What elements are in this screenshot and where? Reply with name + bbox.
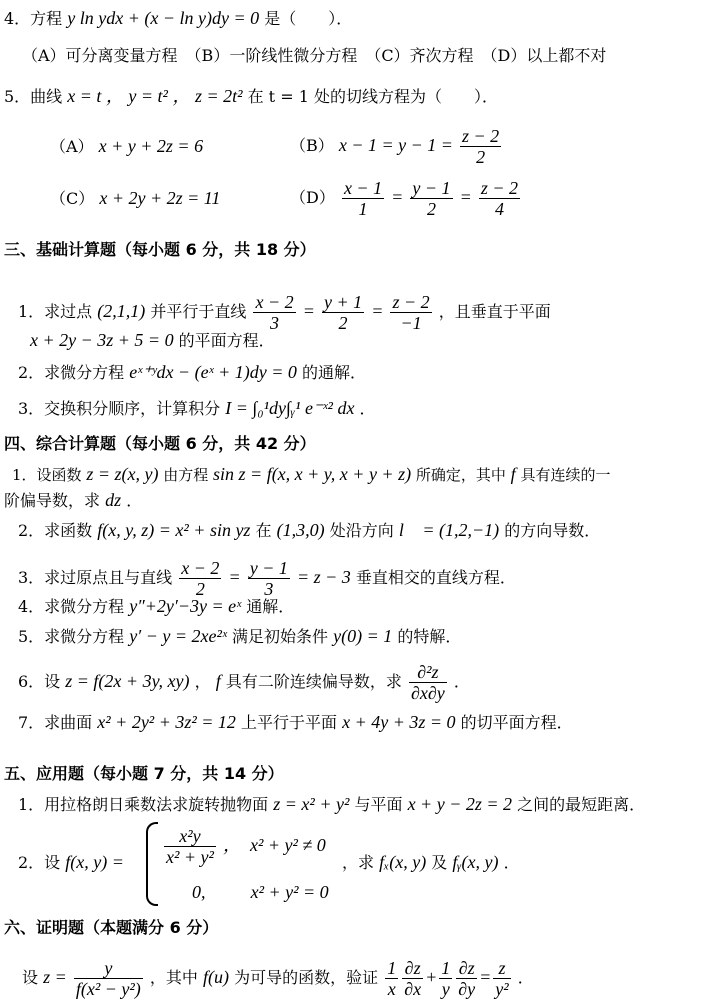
sec4-q5-math1: y′ − y = 2xe²ˣ bbox=[129, 626, 227, 646]
sec3-q1-eq2: = bbox=[371, 301, 384, 321]
sec6-n2: 1 bbox=[441, 958, 451, 978]
section3-title: 三、基础计算题（每小题 6 分，共 18 分） bbox=[4, 240, 316, 259]
sec4-q4-end: 通解． bbox=[246, 597, 295, 616]
section4-title: 四、综合计算题（每小题 6 分，共 42 分） bbox=[4, 434, 316, 453]
sec5-q2-cond1: ， x² + y² ≠ 0 bbox=[223, 835, 326, 855]
sec3-q1-plane: x + 2y − 3z + 5 = 0 bbox=[30, 330, 174, 350]
sec5-q2-a: 2．设 bbox=[18, 853, 61, 872]
sec4-q1-b: 由方程 bbox=[163, 466, 209, 484]
q5-d-n3: z − 2 bbox=[480, 178, 519, 198]
sec5-q1-end: 之间的最短距离． bbox=[517, 795, 646, 814]
sec4-q1-line2-text: 阶偏导数，求 bbox=[4, 491, 101, 510]
sec4-q3-n2: y − 1 bbox=[249, 558, 288, 578]
sec6-p2n: ∂z bbox=[456, 958, 477, 979]
q5-d-label: （D） bbox=[290, 188, 335, 207]
sec4-q4 bbox=[18, 596, 294, 617]
sec6-n1: 1 bbox=[387, 958, 397, 978]
sec4-q4-a: 4．求微分方程 bbox=[18, 597, 125, 616]
sec4-q2-a: 2．求函数 bbox=[18, 521, 93, 540]
sec4-q2-end: 的方向导数． bbox=[504, 521, 601, 540]
q5-b-num: z − 2 bbox=[462, 126, 500, 146]
q4-stem bbox=[4, 8, 352, 29]
sec4-q2-b: 在 bbox=[255, 521, 272, 540]
q5-b-label: （B） bbox=[290, 136, 334, 155]
sec6-frac-dzdx bbox=[402, 958, 423, 999]
sec3-q1-eq1: = bbox=[302, 301, 315, 321]
sec5-q2-c: 及 bbox=[431, 853, 448, 872]
sec6-end: ． bbox=[517, 968, 534, 987]
sec5-q2-num: x²y bbox=[164, 826, 216, 847]
sec3-q1-a: 1．求过点 bbox=[18, 302, 93, 321]
sec4-q1-a: 1．设函数 bbox=[12, 466, 82, 484]
sec5-q2-case1 bbox=[162, 826, 326, 867]
sec3-q1-line2 bbox=[30, 330, 275, 351]
sec3-q1-d3: −1 bbox=[400, 313, 422, 333]
sec3-q1-d2: 2 bbox=[338, 313, 348, 333]
q5-a-label: （A） bbox=[50, 137, 94, 156]
sec4-q5-end: 的特解． bbox=[397, 627, 462, 646]
sec6-fu: f(u) bbox=[202, 967, 229, 987]
q5-d-n1: x − 1 bbox=[343, 178, 383, 198]
q5-d-eq1: = bbox=[391, 187, 404, 207]
sec6-frac-1x bbox=[385, 958, 398, 999]
sec6-p1d: ∂x bbox=[404, 979, 422, 999]
sec4-q3-d2: 3 bbox=[264, 579, 274, 599]
sec4-q3-eq: = bbox=[228, 567, 241, 587]
q4-equation: y ln ydx + (x − ln y)dy = 0 bbox=[67, 8, 260, 28]
sec4-q6-end: ． bbox=[453, 672, 470, 691]
sec4-q3-end: 垂直相交的直线方程． bbox=[355, 568, 516, 587]
sec4-q2-c: 处沿方向 bbox=[329, 521, 394, 540]
q4-stem-end: 是（ ）． bbox=[264, 9, 353, 28]
section5-title: 五、应用题（每小题 7 分，共 14 分） bbox=[4, 764, 284, 783]
q5-b-fraction bbox=[460, 126, 501, 167]
sec3-q1-frac1 bbox=[253, 292, 295, 333]
sec6-d1: x bbox=[387, 979, 396, 999]
sec4-q3-a: 3．求过原点且与直线 bbox=[18, 568, 173, 587]
q4-number: 4．方程 bbox=[4, 9, 63, 28]
q5-d-frac1 bbox=[342, 178, 384, 219]
q5-d-d3: 4 bbox=[494, 199, 504, 219]
q4-options: （A）可分离变量方程 （B）一阶线性微分方程 （C）齐次方程 （D）以上都不对 bbox=[22, 46, 607, 65]
sec5-q1-a: 1．用拉格朗日乘数法求旋转抛物面 bbox=[18, 795, 269, 814]
sec3-q2-a: 2．求微分方程 bbox=[18, 363, 125, 382]
sec4-q2 bbox=[18, 520, 600, 541]
sec6-c: 为可导的函数，验证 bbox=[234, 968, 379, 987]
sec3-q1 bbox=[18, 292, 551, 333]
q5-option-d bbox=[290, 178, 522, 219]
sec5-q2-fy: fᵧ(x, y) bbox=[452, 852, 499, 872]
sec3-q2-end: 的通解． bbox=[302, 363, 367, 382]
sec5-q2-cond2: x² + y² = 0 bbox=[250, 882, 329, 902]
q5-option-c bbox=[50, 188, 220, 209]
sec4-q6-math: z = f(2x + 3y, xy) bbox=[65, 671, 190, 691]
sec5-q1-math1: z = x² + y² bbox=[273, 794, 350, 814]
q5-d-d2: 2 bbox=[426, 199, 436, 219]
sec6-num: y bbox=[74, 958, 143, 979]
sec4-q1 bbox=[12, 464, 610, 485]
sec4-q6-a: 6．设 bbox=[18, 672, 61, 691]
sec4-q3-frac1 bbox=[179, 558, 221, 599]
sec6-rn: z bbox=[493, 958, 510, 979]
sec4-q4-math: y″+2y′−3y = eˣ bbox=[129, 596, 242, 616]
sec4-q7-math1: x² + 2y² + 3z² = 12 bbox=[97, 712, 236, 732]
sec6-a: 设 bbox=[22, 968, 39, 987]
sec4-q3-math: = z − 3 bbox=[297, 567, 351, 587]
sec4-q1-dz: dz bbox=[105, 490, 122, 510]
q5-b-math: x − 1 = y − 1 = bbox=[338, 135, 453, 155]
q5-d-frac2 bbox=[410, 178, 452, 219]
sec4-q7-b: 上平行于平面 bbox=[241, 713, 338, 732]
sec5-q1-math2: x + y − 2z = 2 bbox=[407, 794, 512, 814]
sec4-q7-math2: x + 4y + 3z = 0 bbox=[342, 712, 456, 732]
sec4-q1-f: f bbox=[510, 464, 516, 484]
sec5-q2-zero: 0, bbox=[192, 882, 206, 902]
q5-d-d1: 1 bbox=[358, 199, 368, 219]
q5-d-eq2: = bbox=[459, 187, 472, 207]
q5-option-a bbox=[50, 136, 203, 157]
sec3-q1-n2: y + 1 bbox=[323, 292, 363, 312]
sec4-q6-frac bbox=[409, 662, 447, 703]
sec4-q3-d1: 2 bbox=[195, 579, 205, 599]
sec3-q3-math: I = ∫₀¹dy∫ᵧ¹ e⁻ˣ² dx bbox=[225, 398, 355, 418]
sec3-q1-n3: z − 2 bbox=[392, 292, 430, 312]
sec4-q2-math1: f(x, y, z) = x² + sin yz bbox=[97, 520, 251, 540]
sec6-frac-dzdy bbox=[456, 958, 477, 999]
sec4-q3-frac2 bbox=[248, 558, 290, 599]
sec4-q1-line2-end: ． bbox=[126, 491, 143, 510]
sec5-q2-case2 bbox=[192, 882, 329, 903]
sec4-q6 bbox=[18, 662, 470, 703]
q5-number: 5．曲线 bbox=[4, 87, 63, 106]
sec5-q2-brace bbox=[146, 822, 158, 906]
sec3-q3-a: 3．交换积分顺序，计算积分 bbox=[18, 399, 221, 418]
sec4-q6-den: ∂x∂y bbox=[410, 683, 445, 703]
sec5-q2-b: ，求 bbox=[342, 853, 375, 872]
sec3-q1-frac2 bbox=[322, 292, 364, 333]
sec6-statement bbox=[22, 958, 534, 999]
q5-d-n2: y − 1 bbox=[412, 178, 451, 198]
sec5-q2 bbox=[18, 852, 124, 873]
sec6-plus: + bbox=[425, 967, 438, 987]
sec5-q1 bbox=[18, 794, 645, 815]
sec4-q7-a: 7．求曲面 bbox=[18, 713, 93, 732]
q5-stem bbox=[4, 86, 498, 107]
sec6-b: ，其中 bbox=[149, 968, 198, 987]
sec4-q6-num: ∂²z bbox=[409, 662, 447, 683]
q5-d-frac3 bbox=[479, 178, 520, 219]
sec6-z-eq: z = bbox=[43, 967, 67, 987]
sec4-q1-math1: z = z(x, y) bbox=[86, 464, 159, 484]
sec3-q1-point: (2,1,1) bbox=[97, 301, 146, 321]
section6-title: 六、证明题（本题满分 6 分） bbox=[4, 918, 219, 937]
q5-c-label: （C） bbox=[50, 189, 95, 208]
sec6-eq: = bbox=[479, 967, 492, 987]
sec4-q6-f: f bbox=[215, 671, 221, 691]
sec4-q5-math2: y(0) = 1 bbox=[333, 626, 393, 646]
sec4-q5-b: 满足初始条件 bbox=[232, 627, 329, 646]
sec5-q1-b: 与平面 bbox=[354, 795, 403, 814]
sec3-q1-frac3 bbox=[390, 292, 431, 333]
sec5-q2-frac bbox=[164, 826, 216, 867]
sec4-q6-b: ， bbox=[194, 672, 211, 691]
sec4-q2-math3: l⃗ = (1,2,−1) bbox=[398, 520, 500, 540]
sec4-q3-n1: x − 2 bbox=[181, 558, 220, 578]
sec3-q1-d1: 3 bbox=[270, 313, 280, 333]
sec4-q1-d: 具有连续的一 bbox=[520, 466, 611, 484]
sec5-q2-ask bbox=[342, 852, 520, 873]
sec3-q3 bbox=[18, 398, 376, 419]
sec4-q1-c: 所确定，其中 bbox=[415, 466, 506, 484]
sec4-q1-math2: sin z = f(x, x + y, x + y + z) bbox=[213, 464, 412, 484]
q5-a-math: x + y + 2z = 6 bbox=[98, 136, 204, 156]
sec4-q2-math2: (1,3,0) bbox=[276, 520, 325, 540]
sec6-rd: y² bbox=[495, 979, 509, 999]
sec4-q6-c: 具有二阶连续偏导数，求 bbox=[225, 672, 402, 691]
sec4-q1-line2 bbox=[4, 490, 142, 511]
sec4-q5-a: 5．求微分方程 bbox=[18, 627, 125, 646]
sec5-q2-end: ． bbox=[503, 853, 520, 872]
sec3-q3-end: ． bbox=[359, 399, 376, 418]
q5-option-b bbox=[290, 126, 503, 167]
sec5-q2-den: x² + y² bbox=[166, 847, 214, 867]
sec6-p1n: ∂z bbox=[402, 958, 423, 979]
sec4-q5 bbox=[18, 626, 461, 647]
sec6-frac-1y bbox=[439, 958, 452, 999]
sec3-q2-math: eˣ⁺ʸdx − (eˣ + 1)dy = 0 bbox=[129, 362, 297, 382]
sec6-den: f(x² − y²) bbox=[75, 979, 141, 999]
q5-curve: x = t ， y = t² ， z = 2t² bbox=[67, 86, 243, 106]
q5-stem-end: 在 t = 1 处的切线方程为（ ）． bbox=[247, 87, 498, 106]
sec6-d2: y bbox=[441, 979, 450, 999]
sec5-q2-f: f(x, y) = bbox=[65, 852, 124, 872]
sec5-q2-fx: fₓ(x, y) bbox=[379, 852, 427, 872]
sec3-q2 bbox=[18, 362, 366, 383]
q5-c-math: x + 2y + 2z = 11 bbox=[99, 188, 221, 208]
sec4-q3 bbox=[18, 558, 516, 599]
sec4-q7 bbox=[18, 712, 573, 733]
sec6-p2d: ∂y bbox=[458, 979, 476, 999]
sec6-frac-z bbox=[74, 958, 143, 999]
sec3-q1-b: 并平行于直线 bbox=[150, 302, 247, 321]
sec3-q1-line2-end: 的平面方程． bbox=[178, 331, 275, 350]
sec3-q1-c: ，且垂直于平面 bbox=[438, 302, 551, 321]
q5-b-den: 2 bbox=[476, 147, 486, 167]
sec3-q1-n1: x − 2 bbox=[255, 292, 294, 312]
sec6-frac-result bbox=[493, 958, 510, 999]
sec4-q7-end: 的切平面方程． bbox=[460, 713, 573, 732]
